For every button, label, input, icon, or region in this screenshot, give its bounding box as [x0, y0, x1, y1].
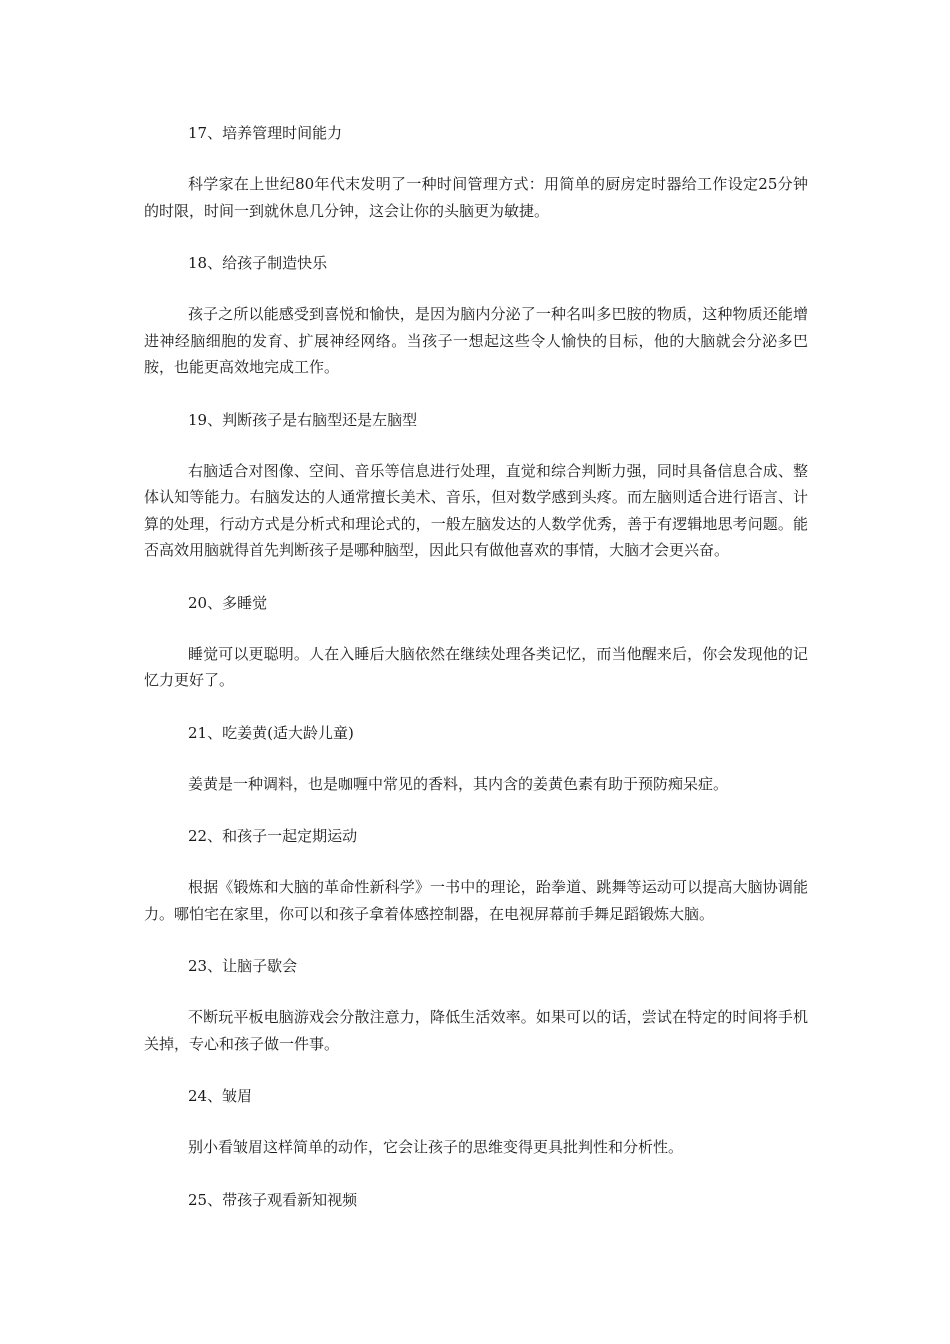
- section-body: 科学家在上世纪80年代末发明了一种时间管理方式：用简单的厨房定时器给工作设定25分钟的时限，时间一到就休息几分钟，这会让你的头脑更为敏捷。: [144, 175, 808, 220]
- document-page: [144, 120, 808, 1213]
- section-body: 孩子之所以能感受到喜悦和愉快，是因为脑内分泌了一种名叫多巴胺的物质，这种物质还能增进神经脑细胞的发育、扩展神经网络。当孩子一想起这些令人愉快的目标，他的大脑就会分泌多巴胺，也能更高效地完成工作。: [144, 305, 808, 376]
- section-body: 根据《锻炼和大脑的革命性新科学》一书中的理论，跆拳道、跳舞等运动可以提高大脑协调能力。哪怕宅在家里，你可以和孩子拿着体感控制器，在电视屏幕前手舞足蹈锻炼大脑。: [144, 878, 808, 923]
- section-heading: 23、让脑子歇会: [188, 957, 298, 975]
- section-heading: 21、吃姜黄(适大龄儿童): [188, 723, 354, 742]
- section-body: 不断玩平板电脑游戏会分散注意力，降低生活效率。如果可以的话，尝试在特定的时间将手机关掉，专心和孩子做一件事。: [144, 1008, 808, 1053]
- section-heading: 20、多睡觉: [188, 593, 268, 612]
- section-heading: 19、判断孩子是右脑型还是左脑型: [188, 410, 418, 429]
- section-heading: 24、皱眉: [188, 1087, 253, 1105]
- section-body: 右脑适合对图像、空间、音乐等信息进行处理，直觉和综合判断力强，同时具备信息合成、整体认知等能力。右脑发达的人通常擅长美术、音乐，但对数学感到头疼。而左脑则适合进行语言、计算的处理，行动方式是分析式和理论式的，一般左脑发达的人数学优秀，善于有逻辑地思考问题。能否高效用脑就得首先判断孩子是哪种脑型，因此只有做他喜欢的事情，大脑才会更兴奋。: [144, 461, 808, 559]
- section-heading: 17、培养管理时间能力: [188, 124, 343, 142]
- section-heading: 18、给孩子制造快乐: [188, 254, 328, 272]
- section-body: 睡觉可以更聪明。人在入睡后大脑依然在继续处理各类记忆，而当他醒来后，你会发现他的记忆力更好了。: [144, 644, 808, 689]
- section-body: 别小看皱眉这样简单的动作，它会让孩子的思维变得更具批判性和分析性。: [188, 1138, 684, 1156]
- section-body: 姜黄是一种调料，也是咖喱中常见的香料，其内含的姜黄色素有助于预防痴呆症。: [188, 774, 729, 793]
- section-heading: 25、带孩子观看新知视频: [188, 1190, 358, 1209]
- section-heading: 22、和孩子一起定期运动: [188, 827, 358, 845]
